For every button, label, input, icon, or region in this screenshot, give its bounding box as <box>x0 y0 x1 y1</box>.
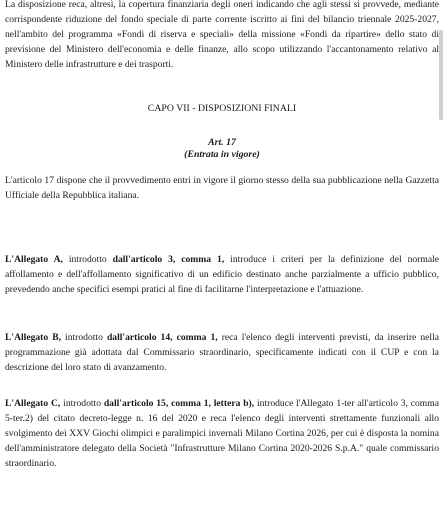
allegato-c-paragraph <box>5 396 439 471</box>
intro-paragraph: La disposizione reca, altresì, la copertura finanziaria degli oneri indicando che agli stessi si provvede, mediante corrispondente riduzione del fondo speciale di parte corrente iscritto ai fini del bilancio triennale 2025-2027, nell'ambito del programma «Fondi di riserva e speciali» della missione «Fondi da ripartire» dello stato di previsione del Ministero dell'economia e delle finanze, allo scopo utilizzando l'accantonamento relativo al Ministero delle infrastrutture e dei trasporti. <box>5 0 439 70</box>
allegato-a-name: L'Allegato A, <box>5 254 63 265</box>
allegato-b-ref: dall'articolo 14, comma 1, <box>106 332 218 343</box>
allegato-a-text: introduce i criteri per la definizione del normale affollamento e dell'affollamento significativo di un edificio destinato anche parzialmente a ufficio pubblico, prevedendo anche specifici esempi pratici al fine di facilitarne l'interpretazione e l'attuazione. <box>5 254 440 295</box>
allegato-b-text: reca l'elenco degli interventi previsti, da inserire nella programmazione già adottata dal Commissario straordinario, specificamente indicati con il CUP e con la descrizione del loro stato di avanzamento. <box>5 332 439 373</box>
allegato-b-name: L'Allegato B, <box>5 332 62 343</box>
allegato-a-ref: dall'articolo 3, comma 1, <box>112 254 225 265</box>
allegato-a-mid: introdotto <box>62 254 113 265</box>
chapter-heading: CAPO VII - DISPOSIZIONI FINALI <box>147 103 297 114</box>
article-number: Art. 17 <box>208 137 236 148</box>
allegato-b-paragraph <box>5 330 439 375</box>
allegato-c-text: introduce l'Allegato 1-ter all'articolo 3, comma 5-ter.2) del citato decreto-legge n. 16 del 2020 e reca l'elenco degli interventi strettamente funzionali allo svolgimento dei XXV Giochi olimpici e paralimpici invernali Milano Cortina 2026, per cui è disposta la nomina dell'amministratore delegato della Società "Infrastrutture Milano Cortina 2020-2026 S.p.A." quale commissario straordinario. <box>5 398 439 469</box>
allegato-c-name: L'Allegato C, <box>5 398 61 409</box>
allegato-c-mid: introdotto <box>60 398 104 409</box>
article-title: (Entrata in vigore) <box>184 149 260 160</box>
article-paragraph: L'articolo 17 dispone che il provvedimento entri in vigore il giorno stesso della sua pubblicazione nella Gazzetta Ufficiale della Repubblica italiana. <box>5 175 439 201</box>
allegato-b-mid: introdotto <box>61 332 107 343</box>
allegato-c-ref: dall'articolo 15, comma 1, lettera b), <box>103 398 255 409</box>
allegato-a-paragraph <box>5 252 439 297</box>
